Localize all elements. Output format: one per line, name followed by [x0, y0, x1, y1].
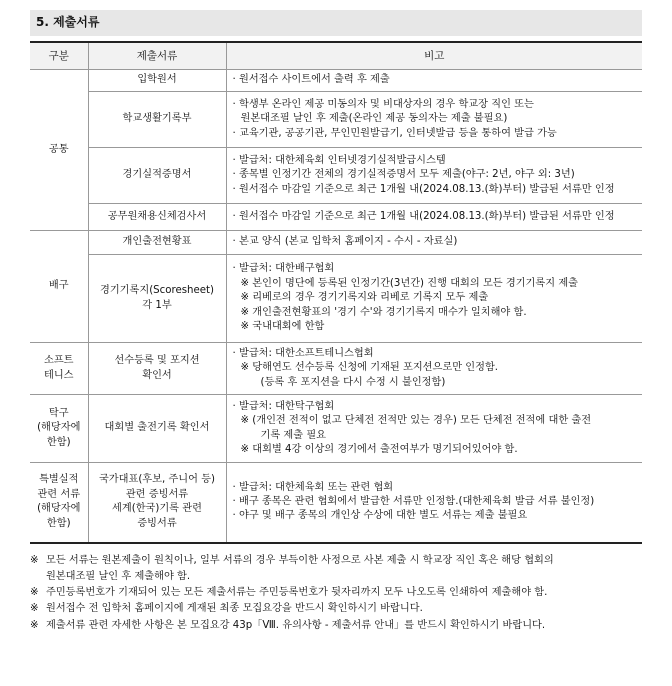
remark-line: ※ 개인출전현황표의 '경기 수'와 경기기록지 매수가 일치해야 함.	[240, 306, 527, 318]
category-cell	[30, 463, 88, 543]
reference-mark-icon: ※	[30, 603, 39, 615]
section-title: 5. 제출서류	[30, 10, 642, 36]
document-name: 경기기록지(Scoresheet)	[100, 285, 214, 297]
document-name: 각 1부	[142, 299, 172, 311]
document-name: 국가대표(후보, 주니어 등)	[98, 474, 216, 486]
category-label: 탁구	[48, 407, 69, 419]
category-label: 배구	[48, 280, 69, 292]
document-name-cell	[88, 231, 226, 255]
category-label: 관련 서류	[37, 488, 81, 500]
document-name-cell	[88, 204, 226, 231]
remark-line: · 배구 종목은 관련 협회에서 발급한 서류만 인정함.(대한체육회 발급 서류 불인정)	[232, 496, 595, 507]
remark-line: ※ (개인전 전적이 없고 단체전 전적만 있는 경우) 모든 단체전 전적에 대한 출전	[240, 415, 592, 427]
category-label: 특별실적	[39, 474, 79, 486]
remark-line: · 발급처: 대한탁구협회	[232, 400, 335, 412]
document-name: 개인출전현황표	[122, 236, 192, 248]
remarks-cell	[226, 92, 642, 148]
footnote-text: 모든 서류는 원본제출이 원칙이나, 일부 서류의 경우 부득이한 사정으로 사본 제출 시 학교장 직인 혹은 해당 협회의	[46, 554, 554, 566]
table-row	[30, 343, 642, 395]
remarks-cell	[226, 343, 642, 395]
table-row	[30, 463, 642, 543]
category-label: 소프트	[43, 355, 74, 367]
remark-line: (등록 후 포지션을 다시 수정 시 불인정함)	[260, 376, 446, 388]
category-cell	[30, 395, 88, 463]
column-header: 구분	[30, 42, 88, 70]
document-name-cell	[88, 343, 226, 395]
remark-line: · 야구 및 배구 종목의 개인상 수상에 대한 별도 서류는 제출 불필요	[232, 510, 528, 522]
footnote-text: 원본대조필 날인 후 제출해야 함.	[46, 570, 191, 582]
footnote	[30, 553, 642, 586]
table-row	[30, 70, 642, 92]
remark-line: · 발급처: 대한체육회 또는 관련 협회	[232, 481, 394, 493]
remark-line: · 본교 양식 (본교 입학처 홈페이지 - 수시 - 자료실)	[232, 236, 458, 248]
document-name-cell	[88, 70, 226, 92]
remark-line: 기록 제출 필요	[260, 429, 327, 441]
document-name-cell	[88, 463, 226, 543]
column-header: 제출서류	[88, 42, 226, 70]
document-name-cell	[88, 92, 226, 148]
category-cell	[30, 70, 88, 231]
footnote-text: 주민등록번호가 기재되어 있는 모든 제출서류는 주민등록번호가 뒷자리까지 모두 나오도록 인쇄하여 제출해야 함.	[46, 587, 548, 599]
remarks-cell	[226, 463, 642, 543]
table-row	[30, 231, 642, 255]
remark-line: · 발급처: 대한체육회 인터넷경기실적발급시스템	[232, 154, 446, 166]
footnote-text: 제출서류 관련 자세한 사항은 본 모집요강 43p「Ⅷ. 유의사항 - 제출서류 안내」를 반드시 확인하시기 바랍니다.	[46, 619, 546, 631]
document-name: 경기실적증명서	[122, 169, 192, 181]
document-name: 공무원채용신체검사서	[107, 210, 207, 222]
documents-table	[30, 41, 642, 544]
table-row	[30, 204, 642, 231]
remarks-cell	[226, 231, 642, 255]
remark-line: ※ 대회별 4강 이상의 경기에서 출전여부가 명기되어있어야 함.	[240, 443, 518, 455]
remark-line: 원본대조필 날인 후 제출(온라인 제공 동의자는 제출 불필요)	[240, 113, 508, 125]
category-cell	[30, 343, 88, 395]
footnote-text: 원서접수 전 입학처 홈페이지에 게재된 최종 모집요강을 반드시 확인하시기 바랍니다.	[46, 603, 423, 615]
table-row	[30, 148, 642, 204]
category-label: (해당자에	[37, 422, 81, 434]
document-name: 확인서	[142, 369, 172, 381]
document-name: 증빙서류	[137, 517, 177, 529]
remarks-cell	[226, 148, 642, 204]
footnote	[30, 585, 642, 601]
remark-line: · 원서접수 사이트에서 출력 후 제출	[232, 74, 390, 86]
reference-mark-icon: ※	[30, 554, 39, 566]
remark-line: · 종목별 인정기간 전체의 경기실적증명서 모두 제출(야구: 2년, 야구 외: 3년)	[232, 169, 575, 181]
document-name: 세계(한국)기록 관련	[112, 503, 202, 515]
document-name: 입학원서	[137, 74, 177, 86]
remark-line: ※ 리베로의 경우 경기기록지와 리베로 기록지 모두 제출	[240, 292, 489, 304]
document-section	[30, 10, 642, 634]
reference-mark-icon: ※	[30, 587, 39, 599]
category-label: 공통	[48, 143, 69, 155]
remark-line: · 학생부 온라인 제공 미동의자 및 비대상자의 경우 학교장 직인 또는	[232, 98, 534, 110]
document-name: 선수등록 및 포지션	[114, 355, 200, 367]
document-name-cell	[88, 148, 226, 204]
remark-line: · 교육기관, 공공기관, 무인민원발급기, 인터넷발급 등을 통하여 발급 가능	[232, 127, 557, 139]
document-name-cell	[88, 395, 226, 463]
remarks-cell	[226, 204, 642, 231]
remarks-cell	[226, 255, 642, 343]
footnote	[30, 601, 642, 617]
remark-line: · 발급처: 대한소프트테니스협회	[232, 347, 374, 359]
reference-mark-icon: ※	[30, 619, 39, 631]
remark-line: ※ 국내대회에 한함	[240, 321, 325, 333]
table-row	[30, 92, 642, 148]
remark-line: · 발급처: 대한배구협회	[232, 263, 335, 275]
table-header-row	[30, 42, 642, 70]
footnote	[30, 618, 642, 634]
remark-line: ※ 본인이 명단에 등록된 인정기간(3년간) 진행 대회의 모든 경기기록지 제출	[240, 277, 579, 289]
remark-line: · 원서접수 마감일 기준으로 최근 1개월 내(2024.08.13.(화)부터) 발급된 서류만 인정	[232, 183, 615, 195]
category-label: 테니스	[43, 369, 74, 381]
remark-line: ※ 당해연도 선수등록 신청에 기재된 포지션으로만 인정함.	[240, 362, 499, 374]
footnotes	[30, 553, 642, 635]
category-label: (해당자에	[37, 503, 81, 515]
document-name: 학교생활기록부	[122, 113, 192, 125]
category-label: 한함)	[46, 517, 71, 529]
table-row	[30, 255, 642, 343]
document-name-cell	[88, 255, 226, 343]
document-name: 관련 증빙서류	[125, 488, 189, 500]
category-label: 한함)	[46, 436, 71, 448]
remarks-cell	[226, 395, 642, 463]
document-name: 대회별 출전기록 확인서	[104, 422, 210, 434]
remarks-cell	[226, 70, 642, 92]
column-header: 비고	[226, 42, 642, 70]
remark-line: · 원서접수 마감일 기준으로 최근 1개월 내(2024.08.13.(화)부터) 발급된 서류만 인정	[232, 210, 615, 222]
table-row	[30, 395, 642, 463]
category-cell	[30, 231, 88, 343]
